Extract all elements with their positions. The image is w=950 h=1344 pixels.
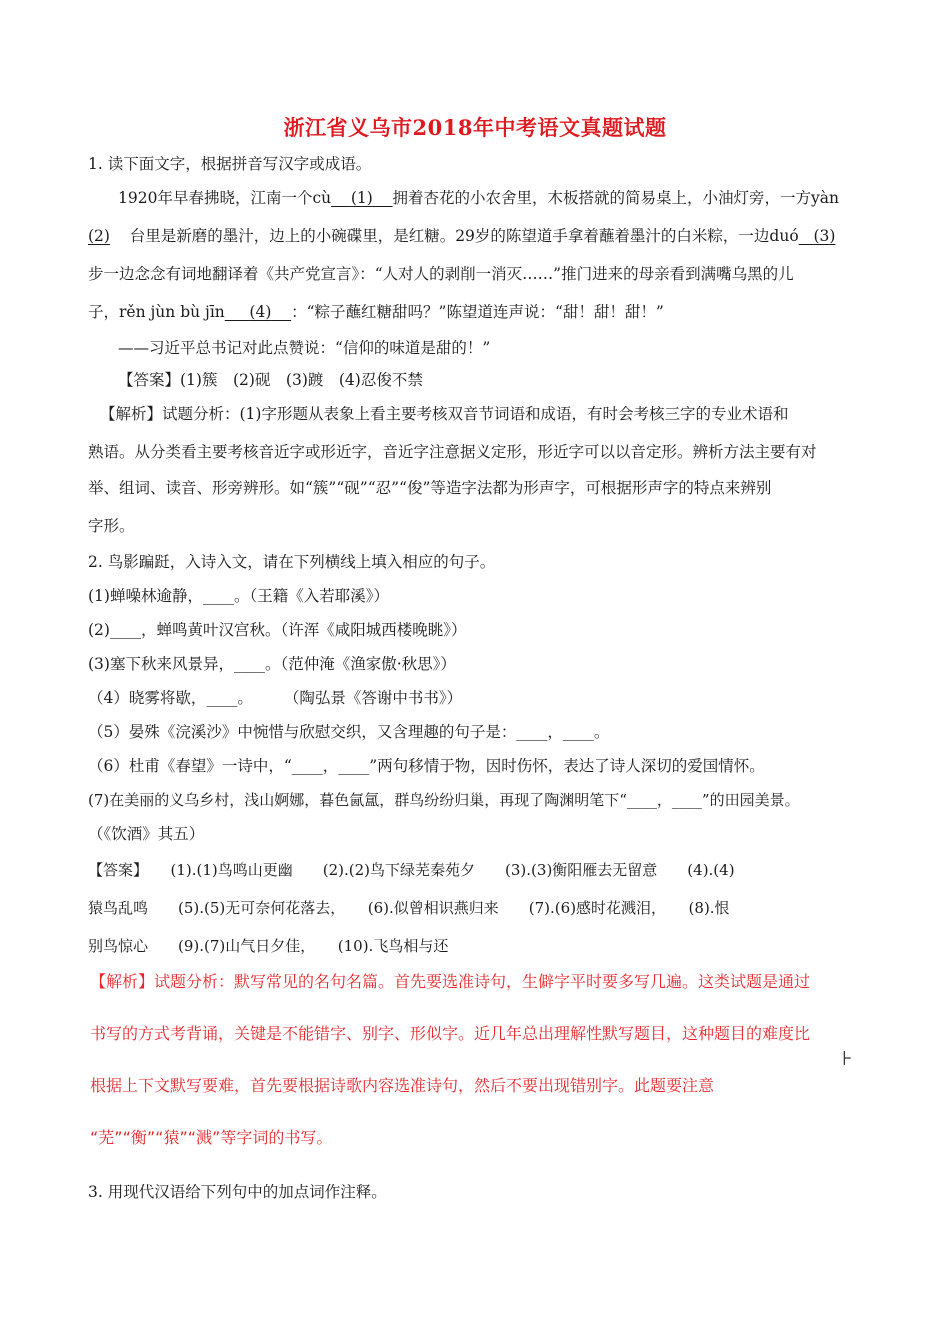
q2-analysis-line-3: 根据上下文默写要难，首先要根据诗歌内容选准诗句，然后不要出现错别字。此题要注意	[90, 1076, 715, 1095]
q2-answer-line-1: 【答案】 (1).(1)鸟鸣山更幽 (2).(2)鸟下绿芜秦苑夕 (3).(3)衡阳雁去无留意 (4).(4)	[88, 861, 735, 879]
q2-item: (1)蝉噪林逾静，____。（王籍《入若耶溪》）	[88, 587, 389, 605]
q3-stem: 3. 用现代汉语给下列句中的加点词作注释。	[88, 1183, 387, 1201]
q1-analysis-line-3: 举、组词、读音、形旁辨形。如“簇”“砚”“忍”“俊”等造字法都为形声字，可根据形声字的特点来辨别	[88, 479, 772, 497]
q1-paragraph-line-4: 子，rěn jùn bù jīn (4) ：“粽子蘸红糖甜吗？”陈望道连声说：“甜！甜！甜！”	[88, 303, 664, 321]
blank-3: (3)	[813, 227, 836, 245]
q2-item: （6）杜甫《春望》一诗中，“____，____”两句移情于物，因时伤怀，表达了诗人深切的爱国情怀。	[88, 757, 765, 775]
q2-item: (3)塞下秋来风景异，____。（范仲淹《渔家傲·秋思》）	[88, 655, 456, 673]
q2-item: (2)____，蝉鸣黄叶汉宫秋。（许浑《咸阳城西楼晚眺》）	[88, 621, 467, 639]
blank-2: (2)	[88, 227, 110, 245]
q2-analysis-line-1: 【解析】试题分析：默写常见的名句名篇。首先要选准诗句，生僻字平时要多写几遍。这类试题是通过	[90, 972, 811, 991]
q1-paragraph-line-2: (2) 台里是新磨的墨汁，边上的小碗碟里，是红糖。29岁的陈望道手拿着蘸着墨汁的白米粽，一边duó (3)	[88, 227, 836, 245]
q1-paragraph-line-1: 1920年早春拂晓，江南一个cù (1) 拥着杏花的小农舍里，木板搭就的简易桌上，小油灯旁，一方yàn	[118, 189, 840, 207]
q1-analysis-line-1: 【解析】试题分析：(1)字形题从表象上看主要考核双音节词语和成语，有时会考核三字的专业术语和	[100, 405, 789, 423]
q2-analysis-line-4: “芜”“衡”“猿”“溅”等字词的书写。	[90, 1128, 333, 1147]
document-title: 浙江省义乌市2018年中考语文真题试题	[283, 115, 667, 140]
q2-item: （《饮酒》其五）	[88, 825, 205, 843]
q2-item: (7)在美丽的义乌乡村，浅山婀娜，暮色氤氲，群鸟纷纷归巢，再现了陶渊明笔下“____，____”的田园美景。	[88, 791, 800, 809]
q2-stem: 2. 鸟影蹁跹，入诗入文，请在下列横线上填入相应的句子。	[88, 553, 496, 571]
blank-1: (1)	[350, 189, 373, 207]
q1-answer: 【答案】(1)簇 (2)砚 (3)踱 (4)忍俊不禁	[118, 371, 423, 389]
text-cursor-icon: ⊦	[842, 1046, 853, 1070]
q1-paragraph-line-3: 步一边念念有词地翻译着《共产党宣言》：“人对人的剥削一消灭……”推门进来的母亲看到满嘴乌黑的儿	[88, 265, 794, 283]
q1-stem: 1. 读下面文字，根据拼音写汉字或成语。	[88, 155, 372, 173]
q2-answer-line-2: 猿鸟乱鸣 (5).(5)无可奈何花落去， (6).似曾相识燕归来 (7).(6)感时花溅泪， (8).恨	[88, 899, 730, 917]
blank-4: (4)	[249, 303, 272, 321]
q1-analysis-line-2: 熟语。从分类看主要考核音近字或形近字，音近字注意据义定形，形近字可以以音定形。辨析方法主要有对	[88, 443, 817, 461]
q2-item: （5）晏殊《浣溪沙》中惋惜与欣慰交织，又含理趣的句子是：____，____。	[88, 723, 610, 741]
q1-quote: ——习近平总书记对此点赞说：“信仰的味道是甜的！”	[118, 339, 491, 357]
q2-analysis-line-2: 书写的方式考背诵，关键是不能错字、别字、形似字。近几年总出理解性默写题目，这种题目的难度比	[90, 1024, 811, 1043]
q2-answer-line-3: 别鸟惊心 (9).(7)山气日夕佳， (10).飞鸟相与还	[88, 937, 449, 955]
q2-item: （4）晓雾将歇，____。 （陶弘景《答谢中书书》）	[88, 689, 463, 707]
q1-analysis-line-4: 字形。	[88, 517, 135, 535]
